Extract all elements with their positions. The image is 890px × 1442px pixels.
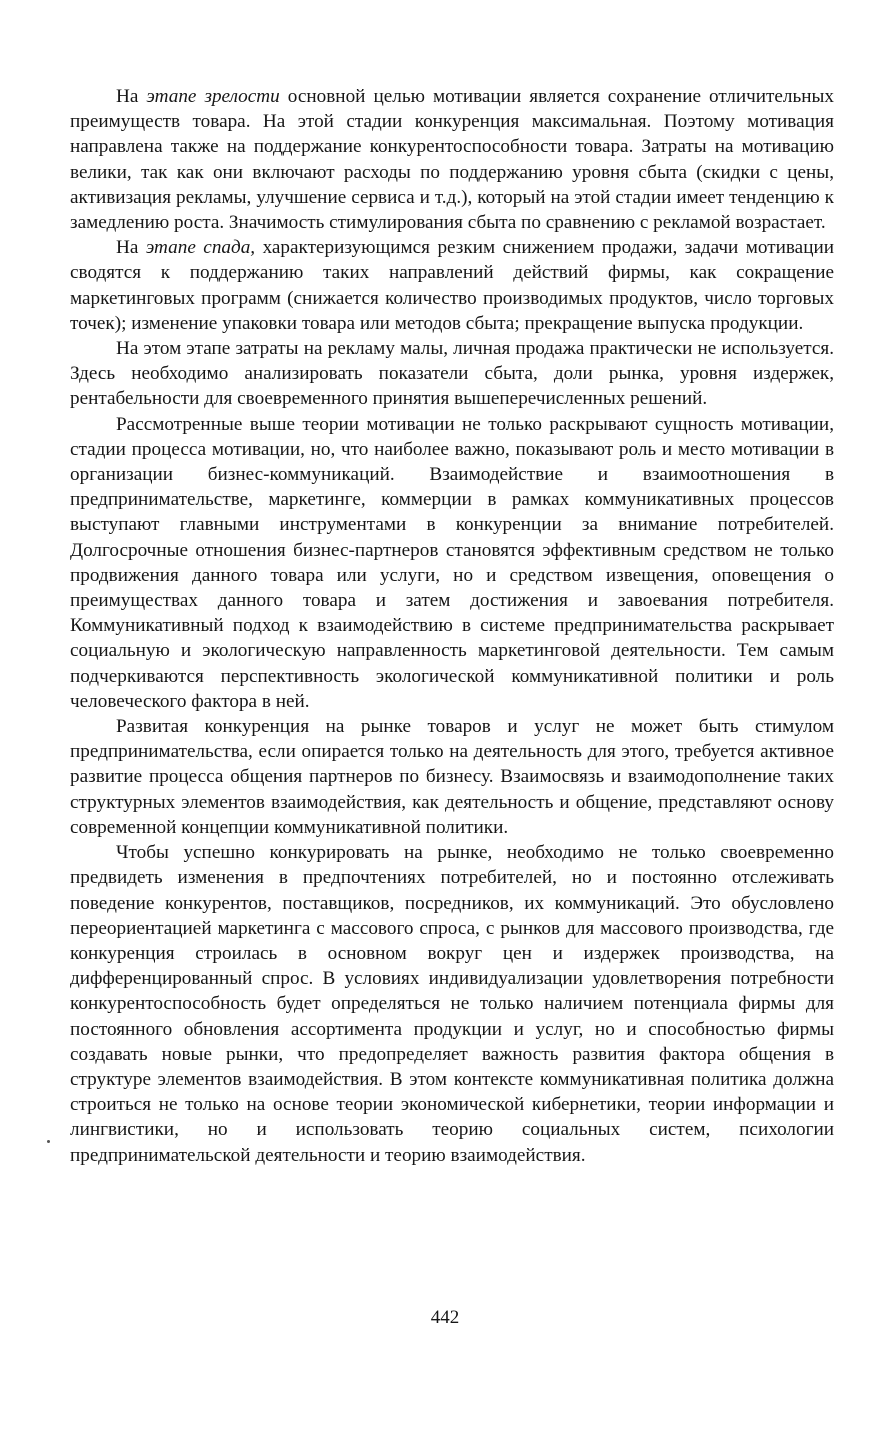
emphasis-term: этапе спада, (145, 237, 256, 259)
paragraph-lead: На (116, 86, 147, 107)
emphasis-term: этапе зрелости (146, 86, 280, 107)
paragraph-motivation-theories: Рассмотренные выше теории мотивации не только раскрывают сущность мотивации, стадии процесса мотивации, но, что наиболее важно, показывают роль и место мотивации в организации бизнес-коммуникаций. Взаимодействие и взаимоотношения в предпринимательстве, маркетинге, коммерции в рамках коммуникативных процессов выступают главными инструментами в конкуренции за внимание потребителей. Долгосрочные отношения бизнес-партнеров становятся эффективным средством не только продвижения данного товара или услуги, но и средством извещения, оповещения о преимуществах данного товара и затем достижения и завоевания потребителя. Коммуникативный подход к взаимодействию в системе предпринимательства раскрывает социальную и экологическую направленность маркетинговой деятельности. Тем самым подчеркиваются перспективность экологической коммуникативной политики и роль человеческого фактора в ней. (70, 413, 834, 712)
margin-speck (47, 1140, 50, 1143)
paragraph-lead: На (116, 237, 146, 259)
page-body (70, 84, 834, 1168)
paragraph-maturity-stage (70, 84, 834, 235)
paragraph-advertising-costs: На этом этапе затраты на рекламу малы, личная продажа практически не используется. Здесь необходимо анализировать показатели сбыта, доли рынка, уровня издержек, рентабельности для своевременного принятия вышеперечисленных решений. (70, 338, 834, 410)
paragraph-text: основной целью мотивации является сохранение отличительных преимуществ товара. На этой стадии конкуренция максимальная. Поэтому мотивация направлена также на поддержание конкурентоспособности товара. Затраты на мотивацию велики, так как они включают расходы по поддержанию уровня сбыта (скидки с цены, активизация рекламы, улучшение сервиса и т.д.), который на этой стадии имеет тенденцию к замедлению роста. Значимость стимулирования сбыта по сравнению с рекламой возрастает. (70, 86, 835, 234)
paragraph-market-competing: Чтобы успешно конкурировать на рынке, необходимо не только своевременно предвидеть изменения в предпочтениях потребителей, но и постоянно отслеживать поведение конкурентов, поставщиков, посредников, их коммуникаций. Это обусловлено переориентацией маркетинга с массового спроса, с рынков для массового производства, где конкуренция строилась в основном вокруг цен и издержек производства, на дифференцированный спрос. В условиях индивидуализации удовлетворения потребности конкурентоспособность будет определяться не только наличием потенциала фирмы для постоянного обновления ассортимента продукции и услуг, но и способностью фирмы создавать новые рынки, что предопределяет важность развития фактора общения в структуре элементов взаимодействия. В этом контексте коммуникативная политика должна строиться не только на основе теории экономической кибернетики, теории информации и лингвистики, но и использовать теорию социальных систем, психологии предпринимательской деятельности и теорию взаимодействия. (70, 842, 834, 1166)
page-number: 442 (430, 1307, 460, 1328)
paragraph-text: характеризующимся резким снижением продажи, задачи мотивации сводятся к поддержанию таких направлений действий фирмы, как сокращение маркетинговых программ (снижается количество производимых продуктов, число торговых точек); изменение упаковки товара или методов сбыта; прекращение выпуска продукции. (70, 237, 834, 334)
paragraph-decline-stage (70, 235, 834, 336)
paragraph-competition: Развитая конкуренция на рынке товаров и услуг не может быть стимулом предпринимательства, если опирается только на деятельность для этого, требуется активное развитие процесса общения партнеров по бизнесу. Взаимосвязь и взаимодополнение таких структурных элементов взаимодействия, как деятельность и общение, представляют основу современной концепции коммуникативной политики. (70, 716, 834, 838)
